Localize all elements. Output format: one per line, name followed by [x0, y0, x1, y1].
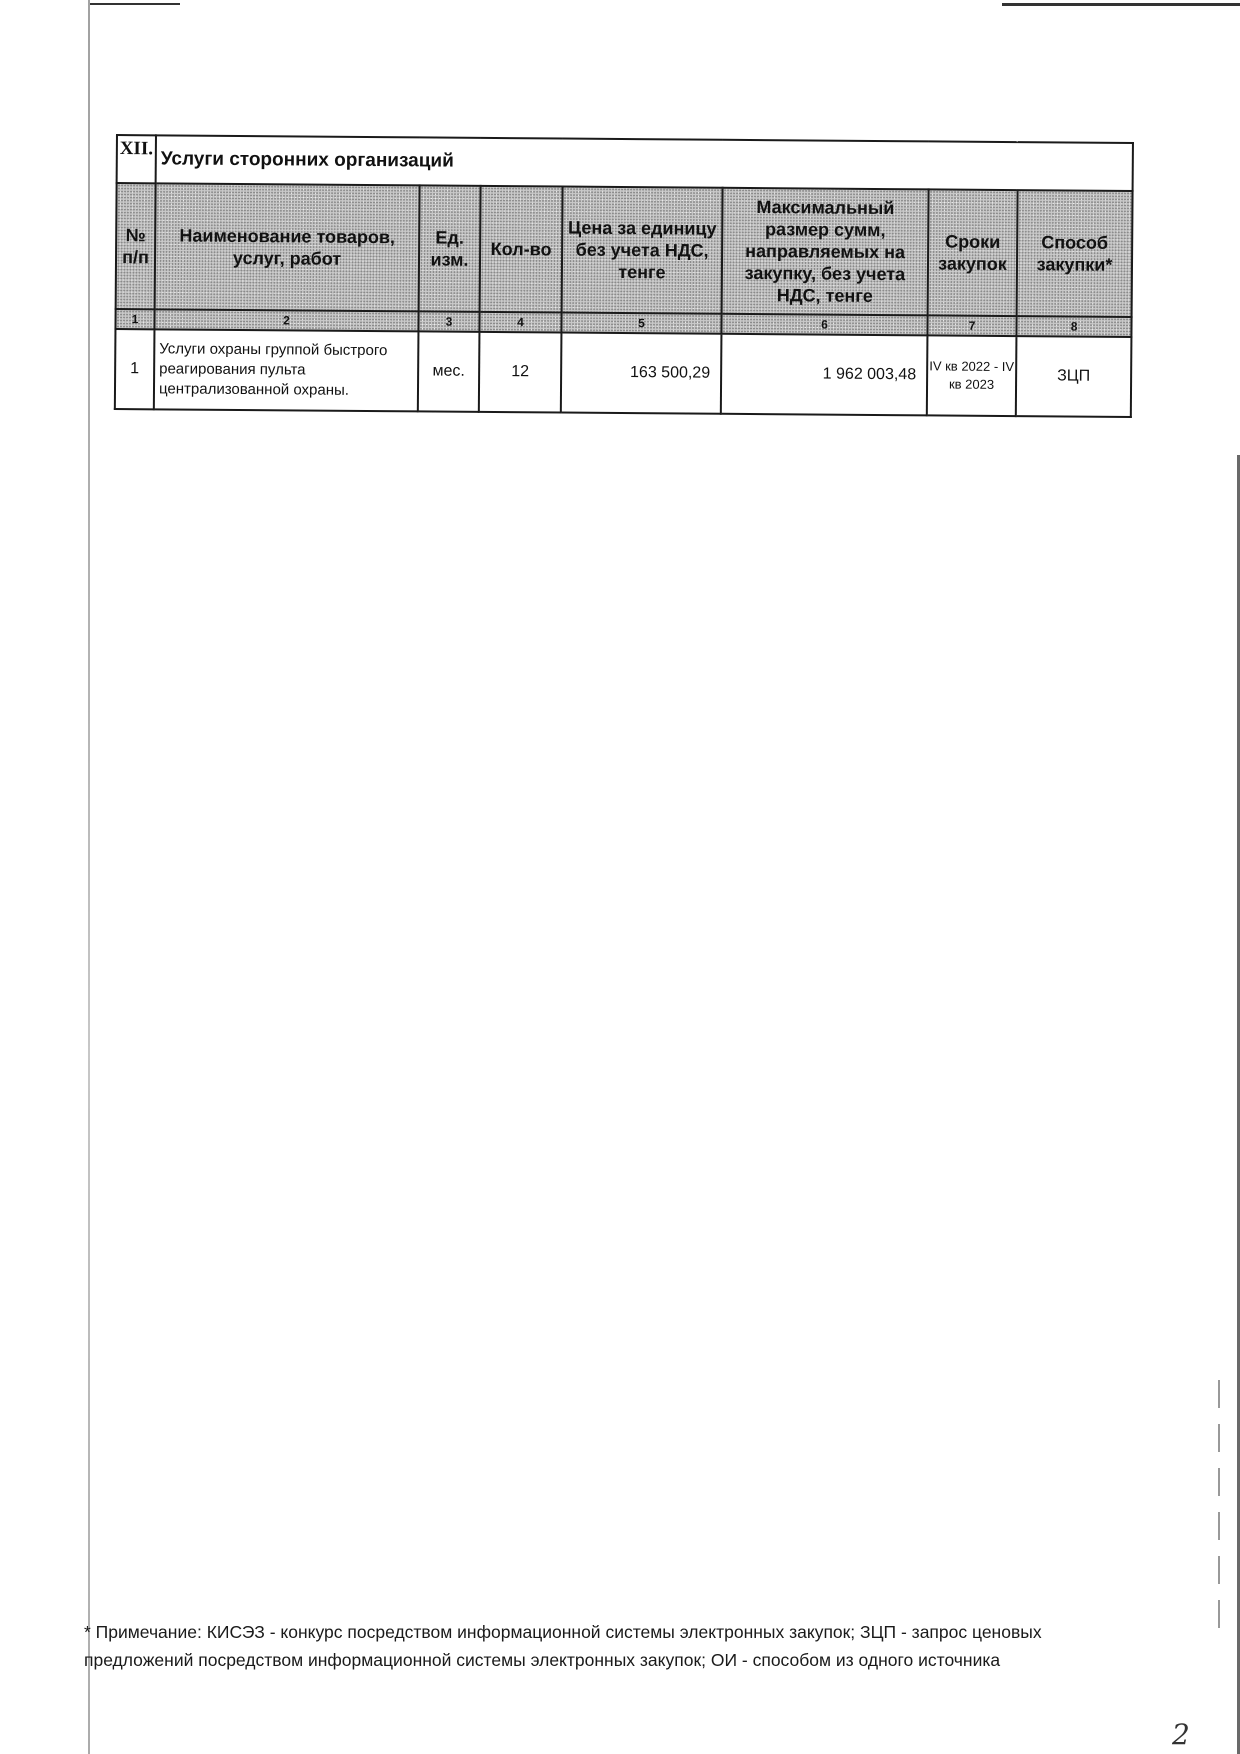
scan-edge-left	[88, 0, 90, 1754]
header-qty: Кол-во	[480, 186, 563, 313]
row-unit-price: 163 500,29	[561, 333, 722, 414]
section-row	[117, 135, 1133, 191]
column-number: 5	[561, 313, 721, 334]
row-max-sum: 1 962 003,48	[721, 334, 928, 416]
header-unit-price: Цена за единицу без учета НДС, тенге	[562, 187, 723, 314]
section-title: Услуги сторонних организаций	[156, 135, 1133, 191]
header-name: Наименование товаров, услуг, работ	[155, 183, 420, 311]
column-number: 8	[1016, 316, 1131, 337]
header-row	[116, 183, 1133, 317]
column-number: 3	[418, 311, 479, 331]
scan-dash-right	[1218, 1380, 1220, 1640]
row-unit: мес.	[418, 331, 480, 411]
scan-corner-mark-left	[90, 3, 180, 5]
row-period: IV кв 2022 - IV кв 2023	[927, 335, 1017, 416]
column-number: 7	[927, 315, 1016, 336]
row-qty: 12	[479, 332, 562, 413]
header-period: Сроки закупок	[928, 189, 1018, 316]
procurement-table-container	[114, 134, 1132, 418]
row-no: 1	[115, 329, 155, 409]
row-method: ЗЦП	[1016, 336, 1132, 417]
table-row	[115, 329, 1132, 417]
header-no: № п/п	[116, 183, 156, 309]
row-name: Услуги охраны группой быстрого реагирования пульта централизованной охраны.	[154, 329, 419, 411]
section-number: XII.	[117, 135, 156, 183]
column-number: 6	[721, 314, 927, 336]
scan-corner-mark-right	[1002, 3, 1240, 6]
header-unit: Ед. изм.	[419, 185, 481, 311]
procurement-table	[114, 134, 1134, 418]
column-number: 1	[115, 309, 154, 329]
page-number-mark: 2	[1172, 1718, 1190, 1751]
column-number: 4	[479, 312, 561, 333]
footnote: * Примечание: КИСЭЗ - конкурс посредством информационной системы электронных закупок; ЗЦП - запрос ценовых предложений посредством информационной системы электронных закупок; ОИ - способом из одного источника	[84, 1622, 1042, 1670]
header-max-sum: Максимальный размер сумм, направляемых на закупку, без учета НДС, тенге	[722, 188, 929, 316]
column-number: 2	[154, 309, 418, 331]
header-method: Способ закупки*	[1017, 190, 1133, 317]
